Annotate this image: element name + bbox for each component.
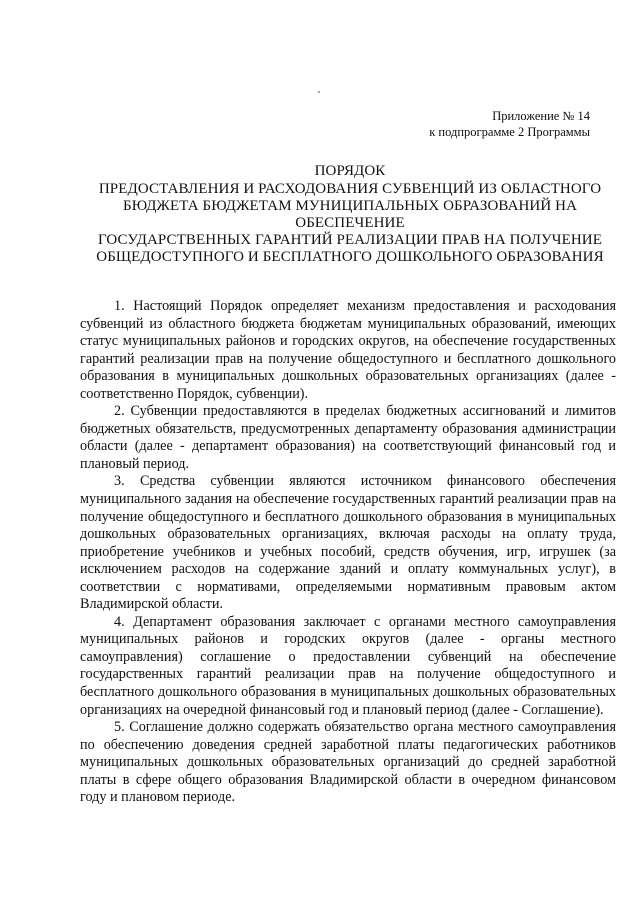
scan-speck: [318, 91, 320, 93]
document-body: [80, 298, 616, 807]
paragraph-1: 1. Настоящий Порядок определяет механизм предоставления и расходования субвенций из областного бюджета бюджетам муниципальных образований, имеющих статус муниципальных районов и городских округов, на обеспечение государственных гарантий реализации прав на получение общедоступного и бесплатного дошкольного образования в муниципальных дошкольных образовательных организациях (далее - соответственно Порядок, субвенции).: [80, 298, 616, 402]
paragraph-5: 5. Соглашение должно содержать обязательство органа местного самоуправления по обеспечению доведения средней заработной платы педагогических работников муниципальных дошкольных образовательных организаций до средней заработной платы в сфере общего образования Владимирской области в очередном финансовом году и плановом периоде.: [80, 719, 616, 806]
title-line: ГОСУДАРСТВЕННЫХ ГАРАНТИЙ РЕАЛИЗАЦИИ ПРАВ НА ПОЛУЧЕНИЕ: [98, 232, 602, 248]
title-line: ПРЕДОСТАВЛЕНИЯ И РАСХОДОВАНИЯ СУБВЕНЦИЙ ИЗ ОБЛАСТНОГО: [98, 181, 602, 197]
paragraph-3: 3. Средства субвенции являются источником финансового обеспечения муниципального задания на обеспечение государственных гарантий реализации прав на получение общедоступного и бесплатного дошкольного образования в муниципальных дошкольных образовательных организациях, включая расходы на оплату труда, приобретение учебников и учебных пособий, средств обучения, игр, игрушек (за исключением расходов на содержание зданий и оплату коммунальных услуг), в соответствии с нормативами, определяемыми нормативным правовым актом Владимирской области.: [80, 473, 616, 613]
paragraph-4: 4. Департамент образования заключает с органами местного самоуправления муниципальных районов и городских округов (далее - органы местного самоуправления) соглашение о предоставлении субвенций на обеспечение государственных гарантий реализации прав на получение общедоступного и бесплатного дошкольного образования в муниципальных дошкольных образовательных организациях на очередной финансовый год и плановый период (далее - Соглашение).: [80, 613, 616, 718]
title-line: БЮДЖЕТА БЮДЖЕТАМ МУНИЦИПАЛЬНЫХ ОБРАЗОВАНИЙ НА: [122, 198, 578, 214]
document-title: [80, 163, 620, 266]
title-heading: ПОРЯДОК: [314, 163, 386, 179]
paragraph-2: 2. Субвенции предоставляются в пределах бюджетных ассигнований и лимитов бюджетных обязательств, предусмотренных департаменту образования администрации области (далее - департамент образования) на соответствующий финансовый год и плановый период.: [80, 403, 616, 472]
title-line: ОБЕСПЕЧЕНИЕ: [295, 215, 405, 231]
appendix-number: Приложение № 14: [492, 109, 590, 123]
title-line: ОБЩЕДОСТУПНОГО И БЕСПЛАТНОГО ДОШКОЛЬНОГО ОБРАЗОВАНИЯ: [96, 249, 604, 265]
appendix-reference: [400, 108, 590, 140]
appendix-subprogram: к подпрограмме 2 Программы: [429, 125, 590, 139]
